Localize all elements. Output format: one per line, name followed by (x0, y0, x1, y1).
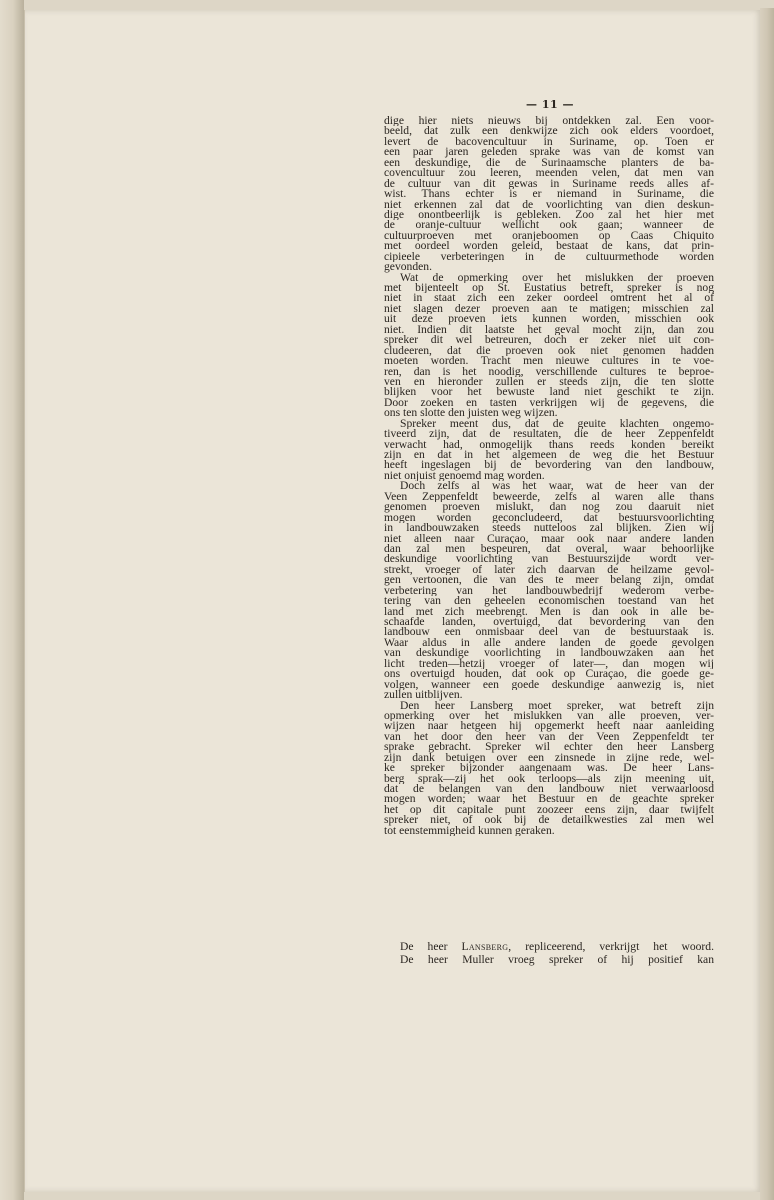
text-line: levert de bacovencultuur in Suriname, op. Toen er (384, 136, 714, 148)
text-line: dan zal men bespeuren, dat overal, waar behoorlijke (384, 543, 714, 555)
text-line: covencultuur zou leeren, meenden velen, dat men van (384, 168, 714, 179)
text-line: niet onjuist genoemd mag worden. (384, 470, 545, 482)
text-line: een paar jaren geleden sprake was van de komst van (384, 147, 714, 158)
text-line: cipieele verbeteringen in de cultuurmethode worden (384, 251, 714, 263)
text-line: in landbouwzaken steeds nutteloos zal blijken. Zien wij (384, 523, 714, 534)
text-line: spreker niet, of ook bij de detailkwesties zal men wel (384, 815, 714, 826)
text-line: Waar aldus in alle andere landen de goede gevolgen (384, 637, 714, 649)
text-line: de oranje-cultuur wellicht ook gaan; wanneer de (384, 220, 714, 231)
text-line: tering van den geheelen economischen toestand van het (384, 596, 714, 607)
text-line: heeft ingeslagen bij de bevordering van den landbouw, (384, 460, 714, 471)
text-line: wijzen naar hetgeen hij opgemerkt heeft naar aanleiding (384, 721, 714, 732)
previous-page-edge (0, 0, 24, 1200)
text-line: dat de belangen van den landbouw niet verwaarloosd (384, 784, 714, 795)
text-line: zijn dank betuigen over een zinsnede in zijne rede, wel- (384, 752, 714, 764)
closing-line-1-prefix: De heer (400, 940, 462, 953)
text-line: beeld, dat zulk een denkwijze zich ook elders voordoet, (384, 126, 714, 137)
text-line: van deskundige voorlichting in landbouwzaken aan het (384, 648, 714, 659)
text-line: niet. Indien dit laatste het geval mocht zijn, dan zou (384, 324, 714, 336)
text-line: sprake gebracht. Spreker wil echter den heer Lansberg (384, 742, 714, 753)
text-line: het op dit capitale punt zoozeer eens zijn, daar twijfelt (384, 804, 714, 816)
text-line: Doch zelfs al was het waar, wat de heer van der (400, 481, 714, 492)
text-line: landbouw een onmisbaar deel van de bestuurstaak is. (384, 627, 714, 638)
text-line: niet alleen naar Curaçao, maar ook naar andere landen (384, 533, 714, 544)
closing-line-2: De heer Muller vroeg spreker of hij positief kan (400, 953, 714, 966)
text-line: gevonden. (384, 262, 432, 273)
text-line: ven en hieronder zullen er steeds zijn, die ten slotte (384, 376, 714, 388)
text-line: tot eenstemmigheid kunnen geraken. (384, 825, 555, 837)
text-line: opmerking over het mislukken van alle proeven, ver- (384, 710, 714, 722)
text-line: tiveerd zijn, dat de resultaten, die de heer Zeppenfeldt (384, 429, 714, 440)
text-line: met bijenteelt op St. Eustatius betreft, spreker is nog (384, 283, 714, 294)
text-line: blijken voor het bewuste land niet geschikt te zijn. (384, 387, 714, 398)
text-line: cultuurproeven met oranjeboomen op Caas Chiquito (384, 230, 714, 242)
text-line: een deskundige, die de Surinaamsche planters de ba- (384, 157, 714, 169)
text-line: volgen, wanneer een goede deskundige aanwezig is, niet (384, 679, 714, 691)
text-line: zullen uitblijven. (384, 690, 463, 701)
text-line: verwacht had, onmogelijk thans reeds konden bereikt (384, 439, 714, 450)
text-line: Veen Zeppenfeldt beweerde, zelfs al waren alle thans (384, 491, 714, 503)
text-line: land met zich meebrengt. Men is dan ook in alle be- (384, 606, 714, 617)
speaker-name-lansberg: Lansberg (461, 940, 509, 953)
right-page-edge (760, 8, 774, 1200)
text-line: berg sprak—zij het ook terloops—als zijn meening uit, (384, 773, 714, 784)
text-line: cludeeren, dat die proeven ook niet genomen hadden (384, 345, 714, 357)
text-line: moeten worden. Tracht men nieuwe cultures in te voe- (384, 356, 714, 367)
closing-lines (384, 940, 714, 966)
text-line: dige hier niets nieuws bij ontdekken zal. Een voor- (384, 116, 714, 127)
page-number: — 11 — (526, 98, 574, 111)
text-line: de cultuur van dit gewas in Suriname reeds alles af- (384, 178, 714, 190)
text-line: spreker dit wel betreuren, doch er zeker niet uit con- (384, 335, 714, 346)
text-line: van het door den heer van der Veen Zeppenfeldt ter (384, 731, 714, 743)
text-line: uit deze proeven iets kunnen worden, misschien ook (384, 314, 714, 325)
text-line: licht treden—hetzij vroeger of later—, dan mogen wij (384, 658, 714, 670)
text-line: Den heer Lansberg moet spreker, wat betreft zijn (400, 700, 714, 711)
text-line: Spreker meent dus, dat de geuite klachten ongemo- (400, 418, 714, 430)
text-line: wist. Thans echter is er niemand in Suriname, die (384, 189, 714, 200)
text-line: mogen worden; waar het Bestuur en de geachte spreker (384, 794, 714, 805)
closing-line-1-suffix: , repliceerend, verkrijgt het woord. (508, 940, 714, 953)
text-line: strekt, vroeger of later zich daarvan de heilzame gevol- (384, 564, 714, 576)
text-line: Door zoeken en tasten verkrijgen wij de gegevens, die (384, 397, 714, 409)
text-line: verbetering van het landbouwbedrijf wederom verbe- (384, 585, 714, 597)
text-line: schaafde landen, overtuigd, dat bevordering van den (384, 617, 714, 628)
text-line: zijn en dat in het algemeen de weg die het Bestuur (384, 450, 714, 461)
text-line: niet in staat zich een zeker oordeel omtrent het al of (384, 293, 714, 304)
text-line: deskundige voorlichting van Bestuurszijde wordt ver- (384, 554, 714, 565)
text-line: Wat de opmerking over het mislukken der proeven (400, 272, 714, 283)
body-text-column (384, 116, 714, 836)
closing-line-1 (384, 940, 714, 953)
text-line: ke spreker bijzonder aangenaam was. De heer Lans- (384, 763, 714, 774)
text-line: gen vertoonen, die van des te meer belang zijn, omdat (384, 575, 714, 586)
text-line: met oordeel worden geleid, bestaat de kans, dat prin- (384, 241, 714, 252)
text-line: ren, dan is het noodig, verschillende cultures te beproe- (384, 366, 714, 377)
text-line: mogen worden geconcludeerd, dat bestuursvoorlichting (384, 512, 714, 524)
text-line: dige onontbeerlijk is gebleken. Zoo zal het hier met (384, 209, 714, 221)
text-line: niet slagen dezer proeven aan te matigen; misschien zal (384, 303, 714, 315)
text-line: niet erkennen zal dat de voorlichting van dien deskun- (384, 199, 714, 210)
text-line: ons overtuigd houden, dat ook op Curaçao, die goede ge- (384, 669, 714, 680)
text-line: ons ten slotte den juisten weg wijzen. (384, 408, 558, 419)
text-line: genomen proeven mislukt, dan nog zou daaruit niet (384, 502, 714, 513)
